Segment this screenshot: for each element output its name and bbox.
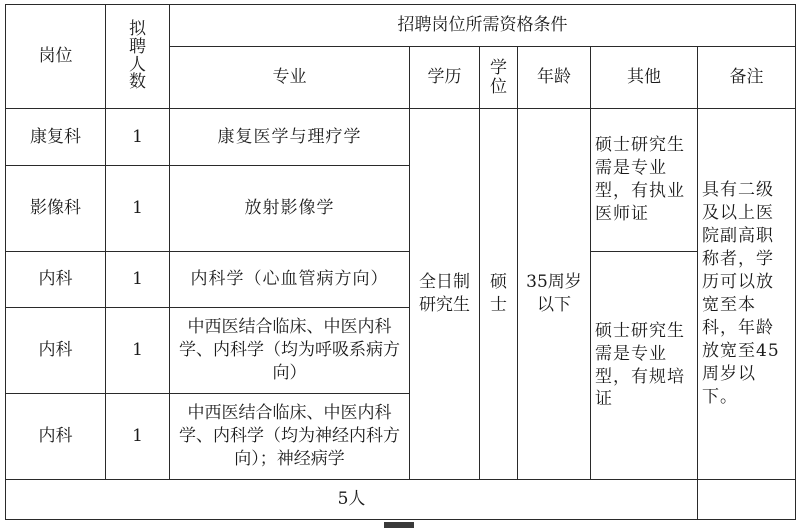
position-cell: 内科 <box>6 308 106 394</box>
total-row <box>6 480 796 520</box>
count-cell: 1 <box>106 109 170 166</box>
major-cell: 中西医结合临床、中医内科学、内科学（均为呼吸系病方向） <box>170 308 410 394</box>
position-cell: 影像科 <box>6 166 106 252</box>
header-education: 学历 <box>410 47 480 109</box>
recruitment-table-container <box>5 4 796 520</box>
count-cell: 1 <box>106 252 170 308</box>
other-cell-b: 硕士研究生需是专业型，有规培证 <box>591 252 698 480</box>
major-cell: 放射影像学 <box>170 166 410 252</box>
major-cell: 中西医结合临床、中医内科学、内科学（均为神经内科方向）；神经病学 <box>170 394 410 480</box>
total-empty-cell <box>698 480 796 520</box>
header-position: 岗位 <box>6 5 106 109</box>
table-row <box>6 109 796 166</box>
header-age: 年龄 <box>518 47 591 109</box>
age-cell: 35周岁以下 <box>518 109 591 480</box>
education-cell: 全日制研究生 <box>410 109 480 480</box>
total-cell: 5人 <box>6 480 698 520</box>
count-cell: 1 <box>106 308 170 394</box>
table-row <box>6 252 796 308</box>
count-cell: 1 <box>106 394 170 480</box>
recruitment-table <box>5 4 796 520</box>
other-cell-a: 硕士研究生需是专业型，有执业医师证 <box>591 109 698 252</box>
header-other: 其他 <box>591 47 698 109</box>
major-cell: 内科学（心血管病方向） <box>170 252 410 308</box>
position-cell: 康复科 <box>6 109 106 166</box>
header-qualification-group: 招聘岗位所需资格条件 <box>170 5 796 47</box>
position-cell: 内科 <box>6 252 106 308</box>
degree-cell: 硕士 <box>480 109 518 480</box>
header-major: 专业 <box>170 47 410 109</box>
scroll-handle-mark <box>384 522 414 528</box>
position-cell: 内科 <box>6 394 106 480</box>
remarks-cell: 具有二级及以上医院副高职称者，学历可以放宽至本科，年龄放宽至45周岁以下。 <box>698 109 796 480</box>
major-cell: 康复医学与理疗学 <box>170 109 410 166</box>
header-headcount: 拟 聘 人 数 <box>106 5 170 109</box>
header-remarks: 备注 <box>698 47 796 109</box>
header-degree: 学 位 <box>480 47 518 109</box>
count-cell: 1 <box>106 166 170 252</box>
